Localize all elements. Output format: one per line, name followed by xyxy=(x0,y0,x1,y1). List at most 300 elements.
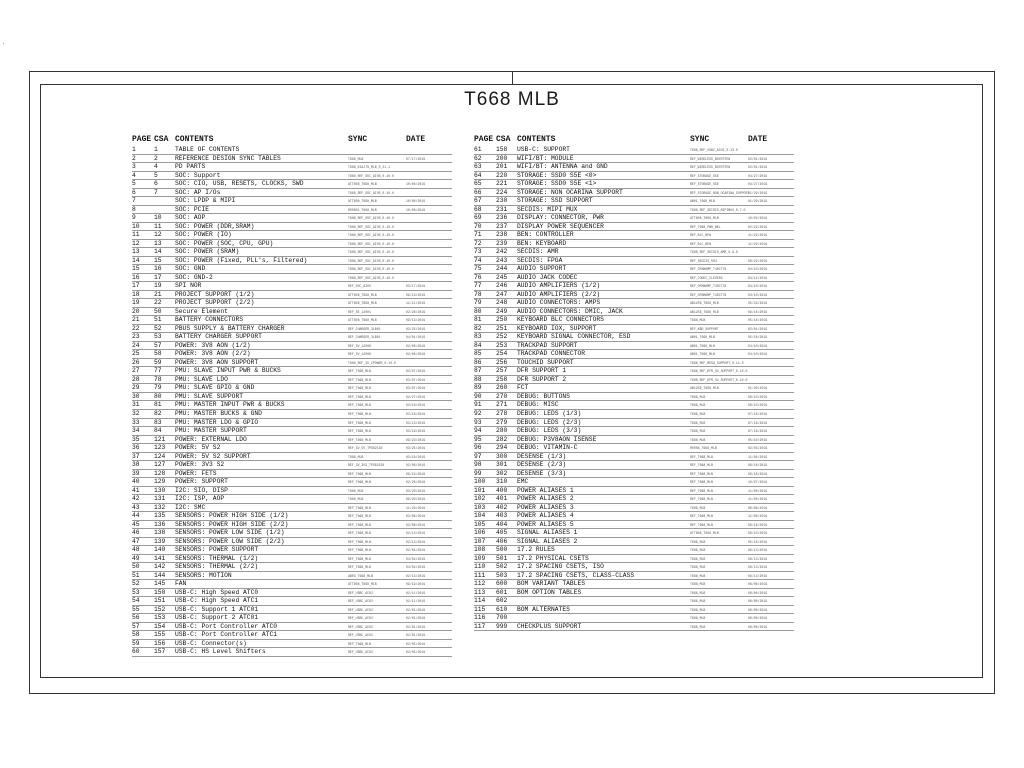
row-page: 59 xyxy=(132,639,140,647)
table-row xyxy=(132,631,452,640)
row-sync: REF_T668_MLB xyxy=(690,488,713,493)
row-sync: REF_T668_MLB xyxy=(348,505,371,510)
toc-column-left xyxy=(132,135,452,657)
row-csa: 600 xyxy=(496,580,508,588)
table-row xyxy=(474,512,794,521)
table-row xyxy=(132,623,452,632)
row-page: 41 xyxy=(132,486,140,494)
table-row xyxy=(474,623,794,632)
table-row xyxy=(132,333,452,342)
row-contents: CHECKPLUS SUPPORT xyxy=(517,622,582,630)
row-date: 02/01/2019 xyxy=(748,165,768,170)
row-date: 04/10/2019 xyxy=(748,352,768,357)
table-row xyxy=(474,231,794,240)
row-date: 11/08/2019 xyxy=(748,497,768,502)
row-contents: SOC: POWER (IO) xyxy=(175,231,232,239)
row-csa: 400 xyxy=(496,486,508,494)
row-page: 105 xyxy=(474,520,486,528)
row-sync: REF_CHARGER_3LB01 xyxy=(348,335,381,340)
row-csa: 132 xyxy=(154,503,166,511)
row-csa: 139 xyxy=(154,537,166,545)
row-csa: 82 xyxy=(154,409,162,417)
row-sync: T668_REF_DFR_S4_SUPPORT_0.10.0 xyxy=(690,377,748,382)
row-sync: ATT608_T668_MLB xyxy=(348,301,377,306)
row-date: 09/13/2019 xyxy=(748,573,768,578)
row-date: 06/06/2019 xyxy=(748,582,768,587)
row-date: 04/04/2019 xyxy=(406,556,426,561)
row-date: 09/13/2019 xyxy=(406,318,426,323)
table-row xyxy=(132,376,452,385)
row-contents: AUDIO CONNECTORS: DMIC, JACK xyxy=(517,307,623,315)
row-sync: REF_T668_MLB xyxy=(348,386,371,391)
row-date: 02/13/2019 xyxy=(406,573,426,578)
table-row xyxy=(474,376,794,385)
table-row xyxy=(474,333,794,342)
table-row xyxy=(132,172,452,181)
row-page: 100 xyxy=(474,478,486,486)
row-page: 87 xyxy=(474,367,482,375)
table-row xyxy=(132,214,452,223)
row-sync: T668_REF_SOC_AIOS_0.10.0 xyxy=(348,216,394,221)
row-contents: SENSORS: THERMAL (2/2) xyxy=(175,563,259,571)
row-contents: SENSORS: POWER LOW SIDE (1/2) xyxy=(175,529,285,537)
row-page: 76 xyxy=(474,273,482,281)
row-sync: REF_3V_12006 xyxy=(348,343,371,348)
row-csa: 22 xyxy=(154,299,162,307)
table-row xyxy=(132,240,452,249)
table-row xyxy=(132,648,452,657)
row-sync: REF_T668_MLB xyxy=(348,480,371,485)
row-sync: T668_REF_3V_CPOWER_0.10.0 xyxy=(348,360,396,365)
table-row xyxy=(474,197,794,206)
row-page: 114 xyxy=(474,597,486,605)
row-contents: SOC: Support xyxy=(175,171,221,179)
table-row xyxy=(132,257,452,266)
toc-rows-right xyxy=(474,146,794,631)
row-csa: 58 xyxy=(154,350,162,358)
row-sync: AB01_T668_MLB xyxy=(690,199,715,204)
row-sync: T668_MLB xyxy=(690,582,706,587)
row-contents: BEN: KEYBOARD xyxy=(517,239,567,247)
row-csa: 53 xyxy=(154,333,162,341)
row-date: 09/18/2019 xyxy=(748,309,768,314)
row-sync: REF_WIRELESS_BOOTSTEN xyxy=(690,165,731,170)
row-contents: POWER: EXTERNAL LDO xyxy=(175,435,247,443)
row-page: 22 xyxy=(132,324,140,332)
row-contents: DESENSE (2/3) xyxy=(517,461,567,469)
row-contents: EMC xyxy=(517,478,529,486)
row-contents: USB-C: High Speed ATC1 xyxy=(175,597,259,605)
table-row xyxy=(474,487,794,496)
row-contents: PMU: MASTER SUPPORT xyxy=(175,427,247,435)
table-row xyxy=(474,393,794,402)
row-sync: T668_REF_SECDIS_MIPIMUX_0.7.0 xyxy=(690,207,746,212)
row-date: 02/01/2019 xyxy=(406,616,426,621)
row-sync: REF_CHARGER_3LB01 xyxy=(348,326,381,331)
row-csa: 156 xyxy=(154,639,166,647)
row-csa: 21 xyxy=(154,290,162,298)
row-sync: T668_MLB xyxy=(690,573,706,578)
row-contents: AUDIO AMPLIFIERS (1/2) xyxy=(517,282,601,290)
row-contents: POWER: 3V8 AON SUPPORT xyxy=(175,358,259,366)
row-sync: REF_T668_MLB xyxy=(690,454,713,459)
row-page: 39 xyxy=(132,469,140,477)
row-sync: REF_T668_MLB xyxy=(348,369,371,374)
row-page: 95 xyxy=(474,435,482,443)
header-csa: CSA xyxy=(154,135,169,144)
row-contents: STORAGE: SSD0 S5E <1> xyxy=(517,180,597,188)
row-sync: REF_STORAGE_S5E xyxy=(690,182,719,187)
row-csa: 405 xyxy=(496,529,508,537)
row-contents: I2C: SMC xyxy=(175,503,206,511)
row-sync: T668_MLB xyxy=(690,411,706,416)
row-date: 03/07/2019 xyxy=(406,369,426,374)
row-page: 19 xyxy=(132,299,140,307)
row-date: 09/20/2019 xyxy=(406,497,426,502)
row-sync: REF_BLC_BEN xyxy=(690,241,712,246)
row-csa: 236 xyxy=(496,214,508,222)
row-sync: T668_MLB xyxy=(690,565,706,570)
row-csa: 220 xyxy=(496,171,508,179)
table-row xyxy=(132,393,452,402)
row-page: 60 xyxy=(132,648,140,656)
row-sync: REF_OPAMAMP_T4DCT78 xyxy=(690,292,727,297)
row-page: 26 xyxy=(132,358,140,366)
row-sync: T668_MLB xyxy=(690,607,706,612)
row-page: 109 xyxy=(474,554,486,562)
table-row xyxy=(474,529,794,538)
row-sync: T668_REF_SOC_AIOS_0.10.0 xyxy=(348,224,394,229)
row-csa: 52 xyxy=(154,324,162,332)
row-page: 1 xyxy=(132,146,136,153)
row-page: 111 xyxy=(474,571,486,579)
row-sync: T668_MLB xyxy=(690,599,706,604)
row-csa: 79 xyxy=(154,384,162,392)
row-sync: REF_T668_MLB xyxy=(348,539,371,544)
table-row xyxy=(132,248,452,257)
row-csa: 128 xyxy=(154,469,166,477)
row-date: 11/04/2019 xyxy=(748,454,768,459)
row-page: 104 xyxy=(474,512,486,520)
table-row xyxy=(132,282,452,291)
row-date: 04/10/2019 xyxy=(748,284,768,289)
row-date: 03/18/2019 xyxy=(406,411,426,416)
toc-header-left xyxy=(132,135,452,146)
row-page: 77 xyxy=(474,282,482,290)
row-page: 50 xyxy=(132,563,140,571)
table-row xyxy=(474,257,794,266)
row-csa: 249 xyxy=(496,307,508,315)
row-csa: 256 xyxy=(496,358,508,366)
row-csa: 15 xyxy=(154,256,162,264)
row-contents: POWER: FETS xyxy=(175,469,217,477)
row-page: 71 xyxy=(474,231,482,239)
border-tick xyxy=(512,71,513,84)
table-row xyxy=(132,504,452,513)
row-date: 07/17/2019 xyxy=(406,156,426,161)
row-page: 33 xyxy=(132,418,140,426)
row-csa: 136 xyxy=(154,520,166,528)
row-contents: PROJECT SUPPORT (2/2) xyxy=(175,299,255,307)
row-sync: ATT608_T668_MLB xyxy=(348,318,377,323)
row-contents: PMU: SLAVE SUPPORT xyxy=(175,392,244,400)
row-csa: 150 xyxy=(154,588,166,596)
table-row xyxy=(132,546,452,555)
row-page: 6 xyxy=(132,188,136,196)
table-row xyxy=(132,470,452,479)
row-csa: 141 xyxy=(154,554,166,562)
row-page: 93 xyxy=(474,418,482,426)
row-page: 96 xyxy=(474,444,482,452)
table-row xyxy=(132,487,452,496)
row-sync: ATT608_T668_MLB xyxy=(348,582,377,587)
row-page: 103 xyxy=(474,503,486,511)
row-page: 2 xyxy=(132,154,136,162)
row-sync: REF_T668_MLB xyxy=(690,522,713,527)
row-contents: TOUCHID SUPPORT xyxy=(517,358,574,366)
table-row xyxy=(132,231,452,240)
table-row xyxy=(474,614,794,623)
row-csa: 251 xyxy=(496,324,508,332)
row-contents: DEBUG: P3V8AON ISENSE xyxy=(517,435,597,443)
table-row xyxy=(474,146,794,155)
row-page: 63 xyxy=(474,163,482,171)
table-row xyxy=(132,495,452,504)
row-sync: T668_MLB xyxy=(690,318,706,323)
row-csa: 230 xyxy=(496,197,508,205)
row-csa: 310 xyxy=(496,478,508,486)
table-row xyxy=(474,189,794,198)
row-date: 03/13/2019 xyxy=(406,420,426,425)
row-date: 07/18/2019 xyxy=(748,420,768,425)
table-row xyxy=(132,444,452,453)
row-sync: REF_BLC_BEN xyxy=(690,233,712,238)
row-page: 34 xyxy=(132,427,140,435)
row-page: 49 xyxy=(132,554,140,562)
row-csa: 145 xyxy=(154,580,166,588)
row-csa: 142 xyxy=(154,563,166,571)
row-sync: AB1256_T668_MLB xyxy=(690,309,719,314)
row-csa: 83 xyxy=(154,418,162,426)
row-sync: T668_KIAJTS_MLB_R_21.1 xyxy=(348,165,391,170)
row-csa: 2 xyxy=(154,154,158,162)
table-row xyxy=(474,359,794,368)
row-page: 108 xyxy=(474,546,486,554)
row-sync: ATT608_T668_MLB xyxy=(348,182,377,187)
row-date: 02/01/2019 xyxy=(406,633,426,638)
row-date: 09/18/2019 xyxy=(748,463,768,468)
row-date: 09/10/2019 xyxy=(748,531,768,536)
row-sync: REF_T668_MLB xyxy=(348,377,371,382)
row-contents: SOC: POWER (SOC, CPU, GPU) xyxy=(175,239,274,247)
row-sync: T668_MLB xyxy=(348,454,364,459)
row-sync: T668_MLB xyxy=(690,556,706,561)
table-row xyxy=(132,197,452,206)
row-date: 02/04/2019 xyxy=(406,548,426,553)
row-sync: REF_WIRELESS_BOOTSTEN xyxy=(690,156,731,161)
row-page: 3 xyxy=(132,163,136,171)
table-row xyxy=(132,223,452,232)
row-date: 05/18/2019 xyxy=(748,539,768,544)
row-csa: 246 xyxy=(496,282,508,290)
row-date: 03/19/2019 xyxy=(406,429,426,434)
row-date: 10/02/2019 xyxy=(748,216,768,221)
row-date: 02/05/2019 xyxy=(406,641,426,646)
row-page: 116 xyxy=(474,614,486,622)
table-row xyxy=(474,214,794,223)
row-page: 82 xyxy=(474,324,482,332)
row-date: 10/08/2019 xyxy=(406,207,426,212)
row-csa: 17 xyxy=(154,273,162,281)
row-contents: SOC: CIO, USB, RESETS, CLOCKS, SWD xyxy=(175,180,304,188)
row-page: 43 xyxy=(132,503,140,511)
row-sync: REF_USBC_AC02 xyxy=(348,624,373,629)
row-sync: REF_STORAGE_NON_OCARINA_SUPPORT xyxy=(690,190,750,195)
row-csa: 151 xyxy=(154,597,166,605)
row-page: 69 xyxy=(474,214,482,222)
row-csa: 1 xyxy=(154,146,158,153)
row-sync: REF_T668_MLB xyxy=(690,514,713,519)
row-contents: DESENSE (1/3) xyxy=(517,452,567,460)
row-page: 117 xyxy=(474,622,486,630)
row-contents: BOM VARIANT TABLES xyxy=(517,580,586,588)
row-date: 06/06/2019 xyxy=(748,607,768,612)
row-date: 06/06/2019 xyxy=(748,599,768,604)
row-sync: REF_USBC_AC02 xyxy=(348,633,373,638)
table-row xyxy=(474,206,794,215)
toc-header-right xyxy=(474,135,794,146)
row-date: 06/06/2019 xyxy=(748,505,768,510)
row-csa: 610 xyxy=(496,605,508,613)
row-date: 06/06/2019 xyxy=(748,590,768,595)
row-page: 107 xyxy=(474,537,486,545)
row-csa: 154 xyxy=(154,622,166,630)
row-page: 12 xyxy=(132,239,140,247)
table-row xyxy=(474,419,794,428)
row-csa: 279 xyxy=(496,418,508,426)
table-row xyxy=(474,325,794,334)
row-page: 61 xyxy=(474,146,482,153)
row-contents: WIFI/BT: MODULE xyxy=(517,154,574,162)
table-row xyxy=(132,614,452,623)
row-sync: REF_OPAMAMP_T4DCT78 xyxy=(690,267,727,272)
row-csa: 294 xyxy=(496,444,508,452)
row-csa: 59 xyxy=(154,358,162,366)
row-date: 02/03/2019 xyxy=(748,446,768,451)
row-contents: I2C: SIO, DISP xyxy=(175,486,228,494)
row-csa: 131 xyxy=(154,495,166,503)
row-page: 83 xyxy=(474,333,482,341)
row-date: 11/26/2019 xyxy=(406,505,426,510)
row-sync: T668_REF_SOC_AIOS_0.10.0 xyxy=(348,173,394,178)
row-page: 35 xyxy=(132,435,140,443)
row-contents: WIFI/BT: ANTENNA and GND xyxy=(517,163,608,171)
row-csa: 11 xyxy=(154,222,162,230)
table-row xyxy=(132,436,452,445)
row-csa: 502 xyxy=(496,563,508,571)
row-sync: T668_REF_SOC_AIOS_0.10.0 xyxy=(348,250,394,255)
row-csa: 250 xyxy=(496,316,508,324)
row-contents: PMU: SLAVE INPUT PWR & BUCKS xyxy=(175,367,281,375)
row-csa: 301 xyxy=(496,461,508,469)
row-contents: POWER: 3V3 S2 xyxy=(175,461,225,469)
row-contents: PMU: SLAVE GPIO & GND xyxy=(175,384,255,392)
row-csa: 10 xyxy=(154,214,162,222)
row-contents: USB-C: Port Controller ATC1 xyxy=(175,631,278,639)
row-csa: 13 xyxy=(154,239,162,247)
table-row xyxy=(132,478,452,487)
row-contents: TRACKPAD SUPPORT xyxy=(517,341,578,349)
row-csa: 124 xyxy=(154,452,166,460)
row-date: 11/22/2019 xyxy=(748,241,768,246)
row-page: 101 xyxy=(474,486,486,494)
row-contents: BATTERY CHARGER SUPPORT xyxy=(175,333,262,341)
row-csa: 999 xyxy=(496,622,508,630)
row-csa: 242 xyxy=(496,248,508,256)
row-page: 40 xyxy=(132,478,140,486)
row-sync: T668_MLB xyxy=(690,624,706,629)
row-csa: 130 xyxy=(154,486,166,494)
row-csa: 81 xyxy=(154,401,162,409)
row-page: 64 xyxy=(474,171,482,179)
row-contents: SOC: POWER (Fixed, PLL's, Filtered) xyxy=(175,256,308,264)
table-row xyxy=(132,350,452,359)
row-date: 02/28/2019 xyxy=(406,309,426,314)
row-page: 44 xyxy=(132,512,140,520)
row-contents: USB-C: Connector(s) xyxy=(175,639,247,647)
row-date: 03/06/2019 xyxy=(406,514,426,519)
toc-rows-left xyxy=(132,146,452,657)
row-date: 02/01/2019 xyxy=(748,326,768,331)
row-sync: ATT608_T668_MLB xyxy=(348,292,377,297)
row-contents: SOC: LPDP & MIPI xyxy=(175,197,236,205)
row-contents: DEBUG: LEDS (2/3) xyxy=(517,418,582,426)
row-csa: 252 xyxy=(496,333,508,341)
row-date: 11/08/2019 xyxy=(748,488,768,493)
row-page: 106 xyxy=(474,529,486,537)
row-sync: REF_SOC_AIOS xyxy=(348,284,371,289)
row-contents: AUDIO AMPLIFIERS (2/2) xyxy=(517,290,601,298)
row-sync: REF_T668_MLB xyxy=(348,471,371,476)
table-row xyxy=(132,265,452,274)
table-row xyxy=(132,461,452,470)
row-csa: 602 xyxy=(496,597,508,605)
row-page: 16 xyxy=(132,273,140,281)
table-row xyxy=(474,282,794,291)
row-csa: 500 xyxy=(496,546,508,554)
row-csa: 84 xyxy=(154,427,162,435)
row-page: 45 xyxy=(132,520,140,528)
row-sync: REF_T668_MLB xyxy=(348,565,371,570)
row-csa: 158 xyxy=(496,146,508,153)
row-contents: SOC: POWER (SRAM) xyxy=(175,248,240,256)
header-contents: CONTENTS xyxy=(517,135,556,144)
row-contents: POWER: 5V S2 SUPPORT xyxy=(175,452,251,460)
toc-column-right xyxy=(474,135,794,631)
row-csa: 153 xyxy=(154,614,166,622)
row-sync: ATT608_T668_MLB xyxy=(690,216,719,221)
table-row xyxy=(474,248,794,257)
row-sync: ATT608_T668_MLB xyxy=(348,199,377,204)
row-csa: 239 xyxy=(496,239,508,247)
row-page: 24 xyxy=(132,341,140,349)
row-page: 21 xyxy=(132,316,140,324)
table-row xyxy=(132,453,452,462)
row-csa: 253 xyxy=(496,341,508,349)
row-sync: T668_REF_USBC_ACO2_0.13.0 xyxy=(690,148,738,152)
header-date: DATE xyxy=(406,135,426,144)
row-contents: SECDIS: MIPI MUX xyxy=(517,205,578,213)
